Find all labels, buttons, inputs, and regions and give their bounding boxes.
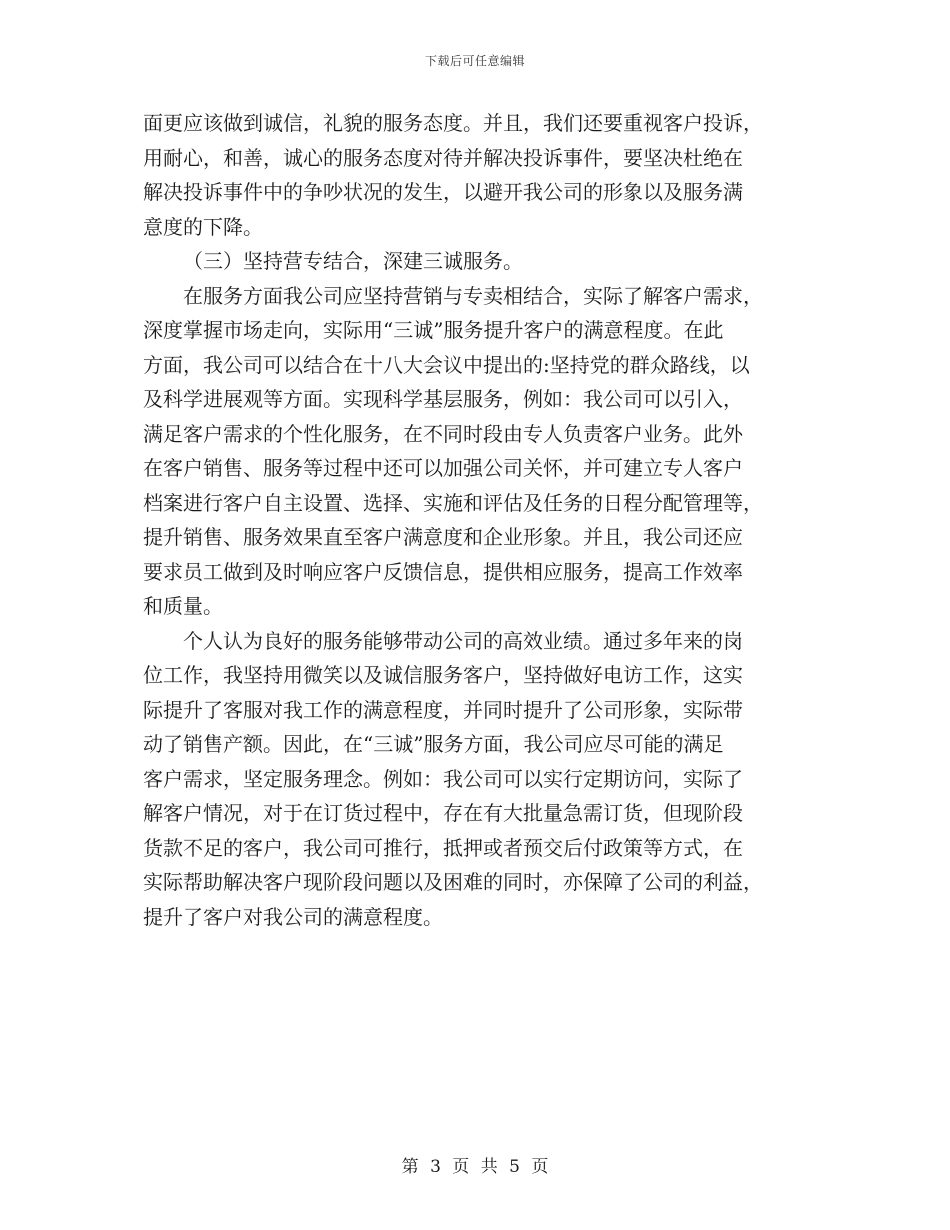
text-line: 及科学进展观等方面。实现科学基层服务，例如：我公司可以引入， (143, 387, 743, 411)
text-line: 位工作，我坚持用微笑以及诚信服务客户，坚持做好电访工作，这实 (143, 663, 743, 687)
text-line: 际提升了客服对我工作的满意程度，并同时提升了公司形象，实际带 (143, 697, 743, 722)
text-line: 在客户销售、服务等过程中还可以加强公司关怀，并可建立专人客户 (143, 456, 743, 480)
text-line: 个人认为良好的服务能够带动公司的高效业绩。通过多年来的岗 (183, 628, 743, 653)
text-line: 和质量。 (143, 594, 223, 618)
text-line: 档案进行客户自主设置、选择、实施和评估及任务的日程分配管理等， (143, 490, 763, 515)
text-line: 客户需求，坚定服务理念。例如：我公司可以实行定期访问，实际了 (143, 766, 743, 791)
text-line: 货款不足的客户，我公司可推行，抵押或者预交后付政策等方式，在 (143, 835, 743, 860)
text-line: 意度的下降。 (143, 214, 263, 239)
text-line: 用耐心，和善，诚心的服务态度对待并解决投诉事件，要坚决杜绝在 (143, 145, 743, 170)
page-number: 第 3 页 共 5 页 (401, 1157, 549, 1177)
text-line: 实际帮助解决客户现阶段问题以及困难的同时，亦保障了公司的利益， (143, 870, 763, 894)
text-line: 解客户情况，对于在订货过程中，存在有大批量急需订货，但现阶段 (143, 801, 743, 825)
text-line: 提升销售、服务效果直至客户满意度和企业形象。并且，我公司还应 (143, 525, 743, 549)
document-body (143, 106, 807, 934)
text-line: 要求员工做到及时响应客户反馈信息，提供相应服务，提高工作效率 (143, 559, 743, 584)
page-header: 下载后可任意编辑 (424, 54, 525, 68)
text-line: 满足客户需求的个性化服务，在不同时段由专人负责客户业务。此外 (143, 421, 743, 446)
text-line: 提升了客户对我公司的满意程度。 (143, 904, 443, 929)
text-line: 动了销售产额。因此，在“三诚”服务方面，我公司应尽可能的满足 (143, 732, 724, 756)
text-line: 方面，我公司可以结合在十八大会议中提出的:坚持党的群众路线，以 (143, 352, 750, 377)
text-line: 深度掌握市场走向，实际用“三诚”服务提升客户的满意程度。在此 (143, 318, 724, 342)
text-line: 在服务方面我公司应坚持营销与专卖相结合，实际了解客户需求， (183, 283, 763, 308)
text-line: 面更应该做到诚信，礼貌的服务态度。并且，我们还要重视客户投诉， (143, 111, 763, 135)
section-heading: （三）坚持营专结合，深建三诚服务。 (183, 249, 523, 273)
text-line: 解决投诉事件中的争吵状况的发生，以避开我公司的形象以及服务满 (143, 180, 743, 204)
